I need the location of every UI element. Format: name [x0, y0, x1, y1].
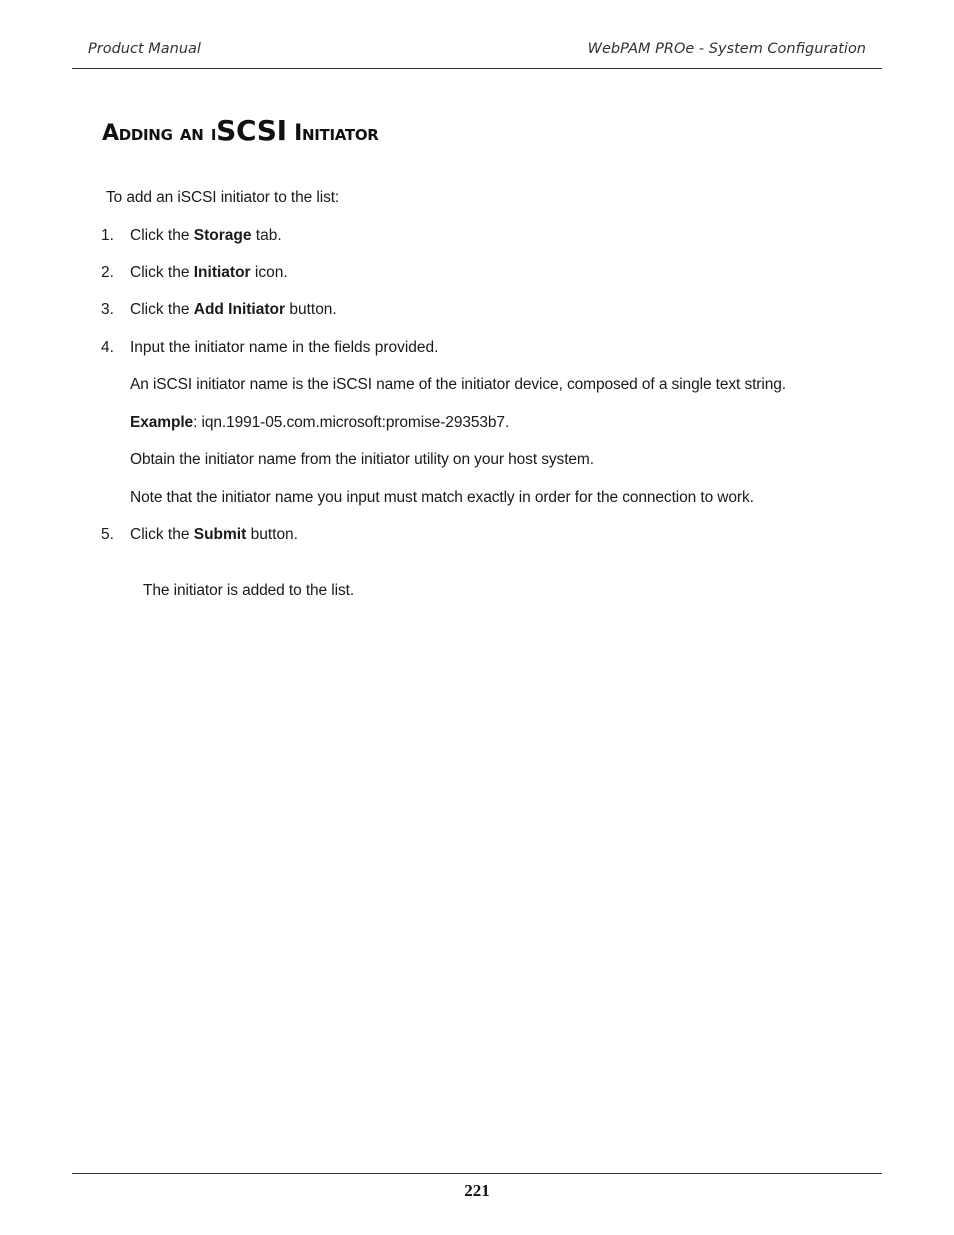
- step-4-obtain: Obtain the initiator name from the initiator utility on your host system.: [130, 451, 594, 468]
- step-text-end: button.: [246, 526, 298, 543]
- step-3: [101, 301, 337, 319]
- step-bold-term: Storage: [193, 227, 252, 244]
- step-bold-term: Initiator: [193, 264, 251, 281]
- heading-part-3: Initiator: [286, 121, 379, 146]
- step-text-end: icon.: [250, 264, 288, 281]
- step-text-end: button.: [285, 301, 337, 318]
- step-text: Click the: [130, 526, 194, 543]
- step-text: Click the: [130, 227, 194, 244]
- page-number: 221: [464, 1181, 490, 1200]
- page-header: [72, 0, 882, 69]
- step-bold-term: Submit: [193, 526, 247, 543]
- section-heading: [102, 114, 379, 147]
- step-number: 4.: [101, 339, 114, 356]
- step-4-definition: An iSCSI initiator name is the iSCSI name of the initiator device, composed of a single text string.: [130, 376, 786, 393]
- intro-text: To add an iSCSI initiator to the list:: [106, 189, 340, 206]
- header-manual-title: Product Manual: [88, 41, 201, 57]
- example-value: : iqn.1991-05.com.microsoft:promise-29353b7.: [193, 414, 510, 431]
- step-5: [101, 526, 298, 544]
- step-number: 1.: [101, 227, 114, 244]
- step-number: 5.: [101, 526, 114, 543]
- step-text: Click the: [130, 301, 194, 318]
- step-4: [101, 339, 438, 357]
- result-text: The initiator is added to the list.: [143, 582, 355, 599]
- step-bold-term: Add Initiator: [193, 301, 286, 318]
- step-number: 2.: [101, 264, 114, 281]
- step-4-note: Note that the initiator name you input must match exactly in order for the connection to work.: [130, 489, 754, 506]
- step-2: [101, 264, 288, 282]
- example-label: Example: [130, 414, 194, 431]
- step-text-end: tab.: [251, 227, 282, 244]
- step-4-example: [130, 414, 509, 432]
- footer-rule: [72, 1173, 882, 1174]
- step-text: Input the initiator name in the fields provided.: [130, 339, 439, 356]
- step-text: Click the: [130, 264, 194, 281]
- header-section-title: WebPAM PROe - System Configuration: [587, 41, 866, 57]
- step-number: 3.: [101, 301, 114, 318]
- step-1: [101, 227, 282, 245]
- heading-part-1: Adding an i: [102, 121, 217, 146]
- heading-part-2: SCSI: [216, 114, 287, 147]
